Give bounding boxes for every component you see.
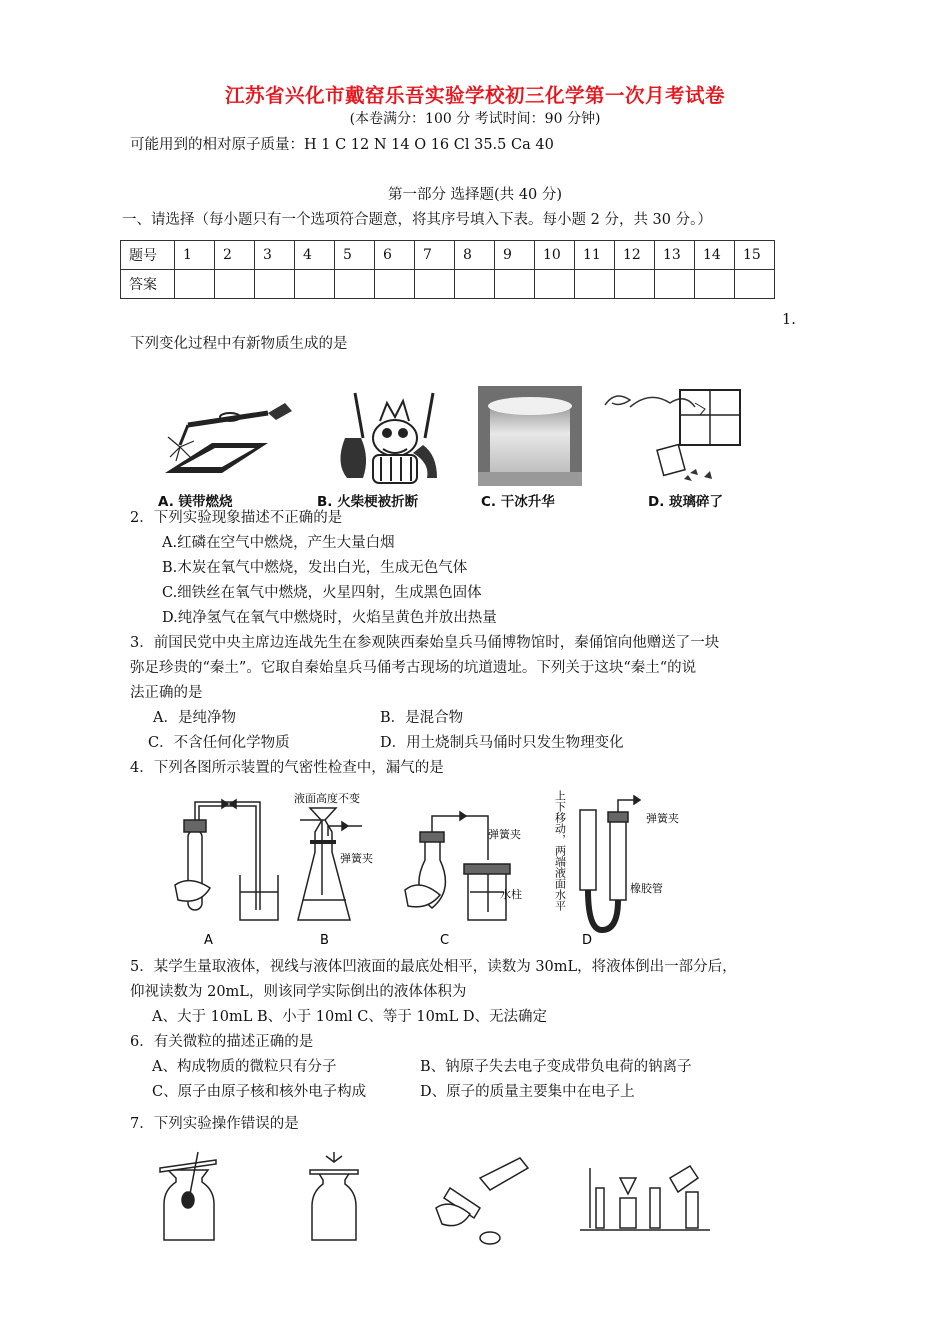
table-cell-number: 10 [535,241,575,270]
q2-option-a: A.红磷在空气中燃烧，产生大量白烟 [162,535,395,551]
answer-cell[interactable] [455,270,495,299]
q4-stem: 4．下列各图所示装置的气密性检查中，漏气的是 [130,760,444,776]
answer-cell[interactable] [375,270,415,299]
q3-option-a: A．是纯净物 [153,710,236,726]
table-cell-number: 3 [255,241,295,270]
q3-line-1: 3．前国民党中央主席边连战先生在参观陕西秦始皇兵马俑博物馆时，秦俑馆向他赠送了一块 [130,635,720,651]
q6-option-b: B、钠原子失去电子变成带负电荷的钠离子 [420,1059,692,1075]
q1-caption-d: D. 玻璃碎了 [648,494,724,510]
q1-image-glass-broken [600,385,750,485]
q6-stem: 6．有关微粒的描述正确的是 [130,1034,314,1050]
q2-option-d: D.纯净氢气在氧气中燃烧时，火焰呈黄色并放出热量 [162,610,497,626]
q7-stem: 7．下列实验操作错误的是 [130,1116,299,1132]
q4-label-spring-clip-b: 弹簧夹 [340,852,373,865]
q1-stem: 下列变化过程中有新物质生成的是 [130,336,348,352]
answer-cell[interactable] [335,270,375,299]
q5-line-2: 仰视读数为 20mL，则该同学实际倒出的液体体积为 [130,984,467,1000]
table-header-number: 题号 [121,241,175,270]
q6-option-d: D、原子的质量主要集中在电子上 [420,1084,635,1100]
q5-line-1: 5．某学生量取液体，视线与液体凹液面的最底处相平，读数为 30mL，将液体倒出一部分后， [130,959,737,975]
q3-line-3: 法正确的是 [130,685,203,701]
exam-subtitle: (本卷满分：100 分 考试时间：90 分钟) [349,111,601,127]
exam-title: 江苏省兴化市戴窑乐吾实验学校初三化学第一次月考试卷 [224,84,725,107]
q3-option-d: D．用土烧制兵马俑时只发生物理变化 [380,735,624,751]
q4-label-liquid-level: 液面高度不变 [294,792,360,805]
table-cell-number: 13 [655,241,695,270]
part1-instruction: 一、请选择（每小题只有一个选项符合题意，将其序号填入下表。每小题 2 分，共 30 分。） [122,212,712,228]
table-cell-number: 7 [415,241,455,270]
q4-label-spring-clip-c: 弹簧夹 [488,828,521,841]
answer-cell[interactable] [735,270,775,299]
q1-number: 1. [782,312,796,328]
q6-option-a: A、构成物质的微粒只有分子 [152,1059,337,1075]
q3-option-c: C．不含任何化学物质 [148,735,290,751]
answer-cell[interactable] [535,270,575,299]
atomic-masses: 可能用到的相对原子质量：H 1 C 12 N 14 O 16 Cl 35.5 Ca 40 [130,137,554,153]
answer-cell[interactable] [695,270,735,299]
q1-image-match-broken [325,383,445,488]
q2-stem: 2．下列实验现象描述不正确的是 [130,510,343,526]
table-header-answer: 答案 [121,270,175,299]
answer-cell[interactable] [575,270,615,299]
q1-image-dry-ice [478,386,582,486]
part1-heading: 第一部分 选择题(共 40 分) [387,187,563,203]
q1-image-magnesium-burning [150,385,300,485]
q2-option-b: B.木炭在氧气中燃烧，发出白光，生成无色气体 [162,560,468,576]
table-cell-number: 15 [735,241,775,270]
q7-operations-figure [150,1148,730,1248]
table-cell-number: 11 [575,241,615,270]
table-cell-number: 2 [215,241,255,270]
q4-letter-b: B [320,933,329,948]
q2-option-c: C.细铁丝在氧气中燃烧，火星四射，生成黑色固体 [162,585,482,601]
answer-table-number-row [121,241,775,270]
answer-cell[interactable] [495,270,535,299]
answer-cell[interactable] [415,270,455,299]
table-cell-number: 14 [695,241,735,270]
table-cell-number: 12 [615,241,655,270]
q1-caption-b: B. 火柴梗被折断 [317,494,419,510]
q4-letter-c: C [440,933,450,948]
q4-letter-d: D [582,933,593,948]
q4-label-rubber-tube: 橡胶管 [630,882,663,895]
table-cell-number: 5 [335,241,375,270]
q4-apparatus-figure [170,780,730,950]
q3-option-b: B．是混合物 [380,710,464,726]
answer-cell[interactable] [295,270,335,299]
q1-caption-c: C. 干冰升华 [481,494,555,510]
table-cell-number: 9 [495,241,535,270]
answer-table [120,240,775,299]
q6-option-c: C、原子由原子核和核外电子构成 [152,1084,367,1100]
q4-label-spring-clip-d: 弹簧夹 [646,812,679,825]
answer-cell[interactable] [215,270,255,299]
table-cell-number: 8 [455,241,495,270]
table-cell-number: 4 [295,241,335,270]
q4-label-water-column: 水柱 [500,888,522,901]
table-cell-number: 1 [175,241,215,270]
answer-cell[interactable] [255,270,295,299]
answer-cell[interactable] [615,270,655,299]
answer-cell[interactable] [655,270,695,299]
table-cell-number: 6 [375,241,415,270]
q5-options: A、大于 10mL B、小于 10ml C、等于 10mL D、无法确定 [152,1009,547,1025]
answer-table-answer-row [121,270,775,299]
q1-caption-a: A. 镁带燃烧 [158,494,233,510]
answer-cell[interactable] [175,270,215,299]
q4-letter-a: A [204,933,213,948]
q4-label-move: 上下移动，两端液面水平 [553,790,567,911]
q3-line-2: 弥足珍贵的“秦土”。它取自秦始皇兵马俑考古现场的坑道遗址。下列关于这块“秦土“的说 [130,660,697,676]
